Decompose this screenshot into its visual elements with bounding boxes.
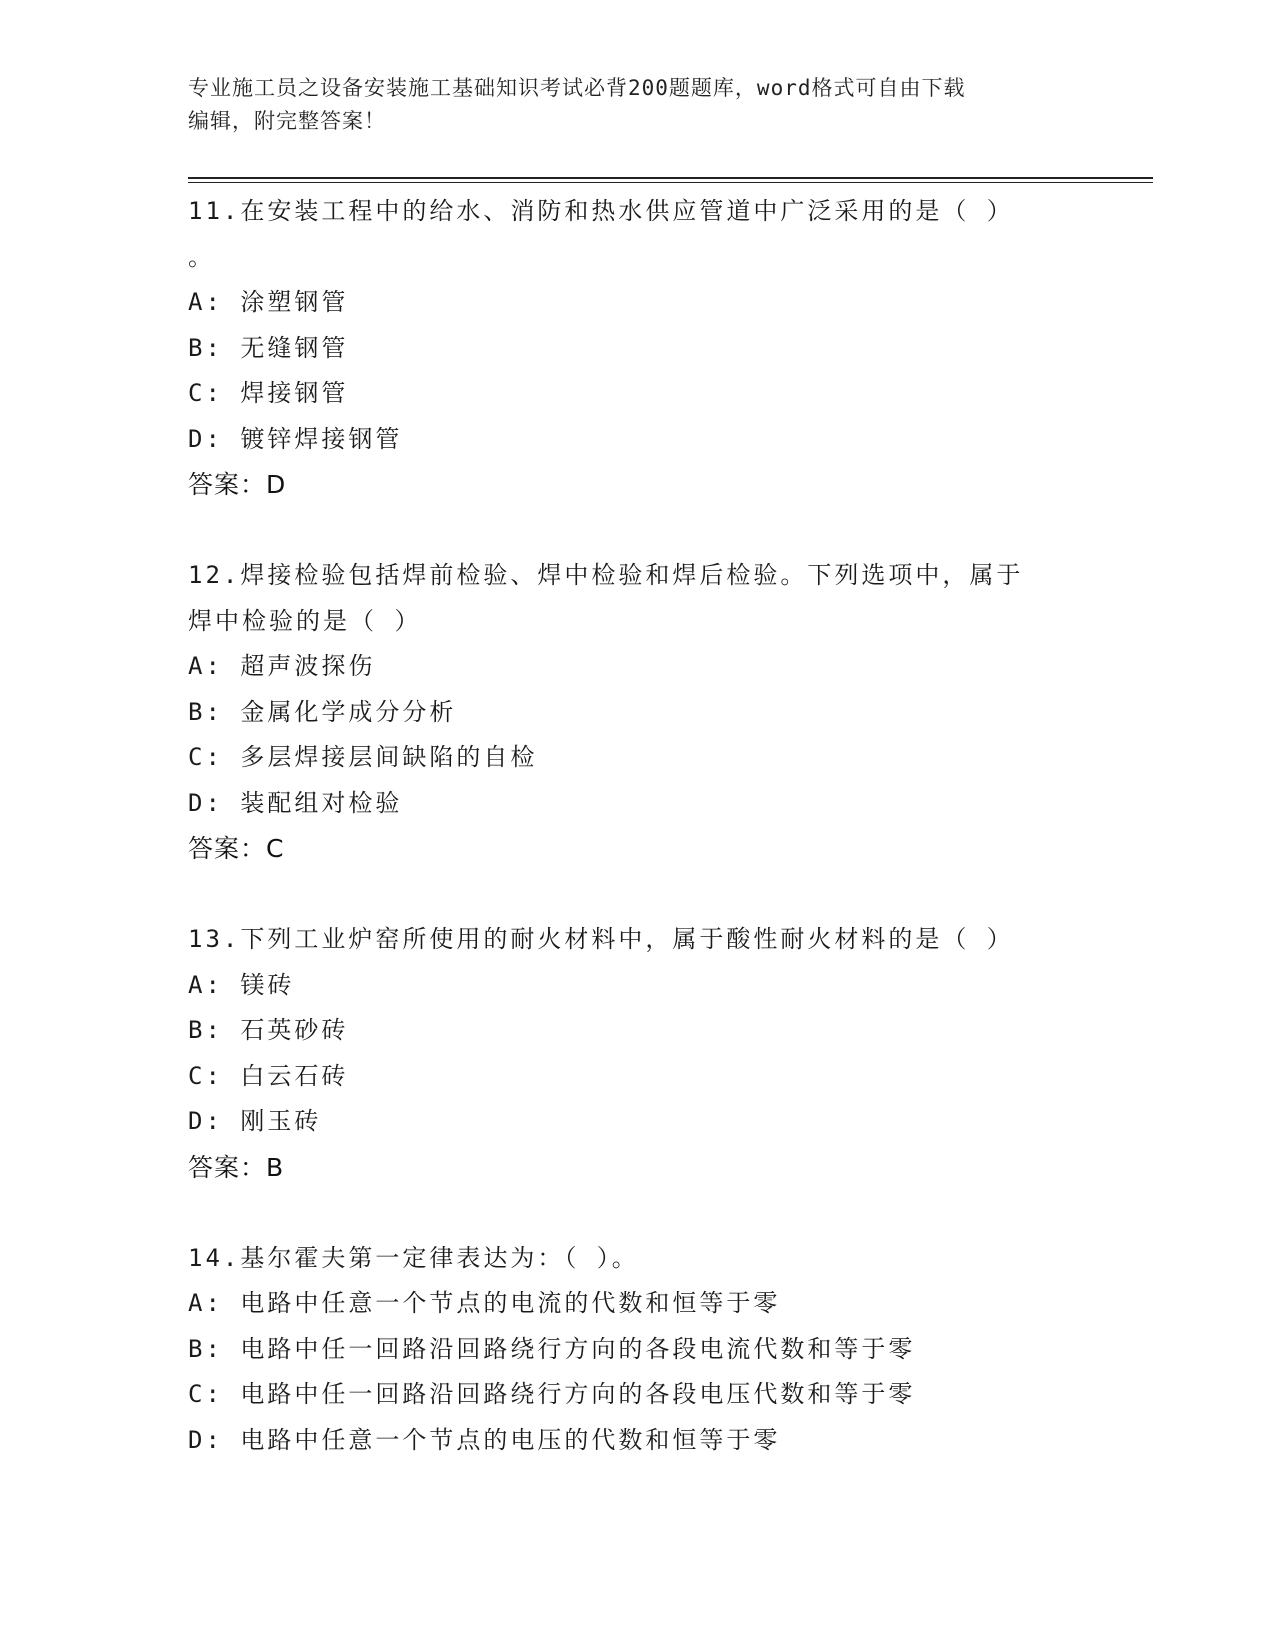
question-11-option-b: B: 无缝钢管 bbox=[188, 333, 349, 362]
header-rule-thick bbox=[188, 177, 1153, 179]
question-gap bbox=[188, 872, 1068, 918]
question-11 bbox=[188, 189, 1068, 508]
question-13-stem-line-1: 13.下列工业炉窑所使用的耐火材料中，属于酸性耐火材料的是（ ） bbox=[188, 925, 1014, 953]
question-12-option-b: B: 金属化学成分分析 bbox=[188, 697, 457, 726]
question-13-option-b: B: 石英砂砖 bbox=[188, 1016, 349, 1044]
question-12-option-a: A: 超声波探伤 bbox=[188, 652, 376, 680]
question-14-stem-line-1: 14.基尔霍夫第一定律表达为：（ ）。 bbox=[188, 1243, 639, 1272]
question-gap bbox=[188, 508, 1068, 554]
question-12-option-c: C: 多层焊接层间缺陷的自检 bbox=[188, 743, 538, 771]
question-11-stem-line-2: 。 bbox=[188, 242, 215, 271]
question-12-answer: 答案：C bbox=[188, 834, 285, 863]
question-11-answer: 答案：D bbox=[188, 470, 287, 499]
question-11-option-d: D: 镀锌焊接钢管 bbox=[188, 424, 403, 453]
question-14-option-b: B: 电路中任一回路沿回路绕行方向的各段电流代数和等于零 bbox=[188, 1334, 916, 1363]
header-rule-thin bbox=[188, 182, 1153, 183]
question-12-stem-line-2: 焊中检验的是（ ） bbox=[188, 606, 422, 635]
question-gap bbox=[188, 1190, 1068, 1236]
question-14-option-d: D: 电路中任意一个节点的电压的代数和恒等于零 bbox=[188, 1425, 781, 1454]
question-11-option-a: A: 涂塑钢管 bbox=[188, 288, 349, 316]
question-14-option-c: C: 电路中任一回路沿回路绕行方向的各段电压代数和等于零 bbox=[188, 1380, 916, 1408]
question-13-option-d: D: 刚玉砖 bbox=[188, 1107, 322, 1135]
question-11-option-c: C: 焊接钢管 bbox=[188, 379, 349, 407]
question-list bbox=[188, 189, 1068, 1463]
header-line-2: 编辑，附完整答案！ bbox=[188, 109, 386, 133]
document-header bbox=[188, 72, 1068, 138]
question-11-stem-line-1: 11.在安装工程中的给水、消防和热水供应管道中广泛采用的是（ ） bbox=[188, 197, 1014, 225]
header-line-1: 专业施工员之设备安装施工基础知识考试必背200题题库，word格式可自由下载 bbox=[188, 76, 966, 100]
question-13-answer: 答案：B bbox=[188, 1152, 285, 1182]
question-14-option-a: A: 电路中任意一个节点的电流的代数和恒等于零 bbox=[188, 1289, 781, 1317]
question-12-option-d: D: 装配组对检验 bbox=[188, 788, 403, 817]
question-12 bbox=[188, 553, 1068, 872]
question-13-option-c: C: 白云石砖 bbox=[188, 1061, 349, 1090]
question-13 bbox=[188, 917, 1068, 1190]
question-13-option-a: A: 镁砖 bbox=[188, 970, 295, 999]
question-14 bbox=[188, 1236, 1068, 1464]
question-12-stem-line-1: 12.焊接检验包括焊前检验、焊中检验和焊后检验。下列选项中，属于 bbox=[188, 561, 1024, 589]
